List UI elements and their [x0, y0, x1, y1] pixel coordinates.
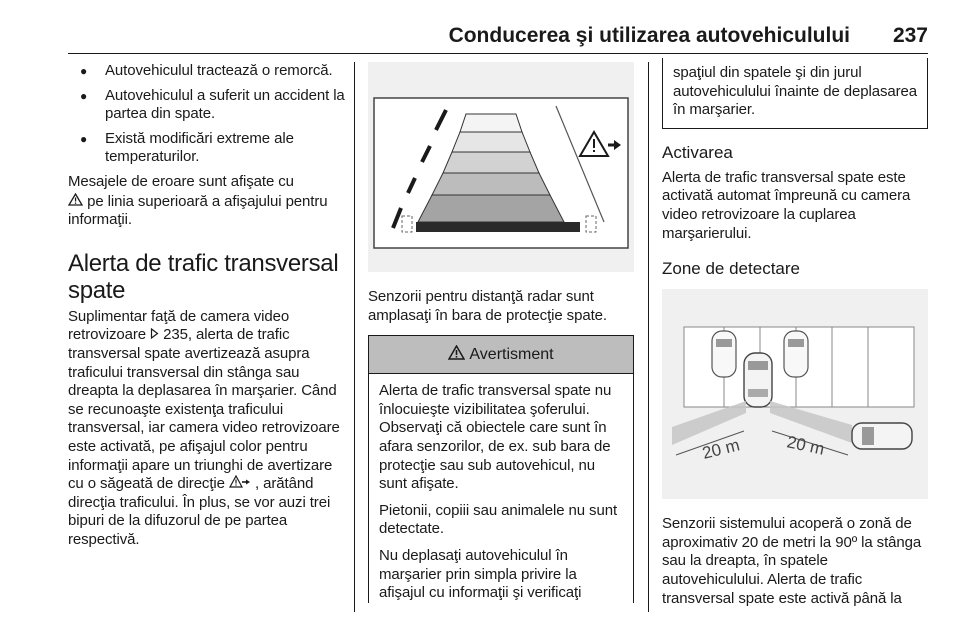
list-item: ● Autovehiculul tractează o remorcă. [68, 62, 346, 81]
page-number: 237 [892, 24, 928, 47]
rear-camera-display-illustration [368, 62, 634, 272]
column-middle [368, 62, 634, 611]
section-heading: Alerta de trafic transversal spate [68, 249, 339, 304]
distance-label-right: 20 m [785, 432, 827, 459]
section-heading-zones: Zone de detectare [662, 259, 800, 279]
warning-triangle-arrow-icon [229, 475, 255, 492]
body-paragraph: Suplimentar faţă de camera video retrovizoare 235, alerta de trafic transversal spate avertizează asupra traficului transversal din stânga sau dreapta la deplasarea în marşarier. Când se recunoaşte existenţa traficului transversal, iar camera video retrovizoare este activată, pe afişajul color pentru informaţii apare un triunghi de avertizare cu o săgeată de direcţie , arătând direcţia traficului. În plus, se vor auzi trei bipuri de la difuzorul de pe partea respectivă. [68, 307, 340, 548]
zones-paragraph: Senzorii sistemului acoperă o zonă de aproximativ 20 de metri la 90º la stânga sau la dreapta, în spatele autovehiculului. Alerta de trafic transversal spate este activă până la [662, 515, 922, 607]
warning-box [368, 335, 634, 603]
warning-paragraph: Nu deplasaţi autovehiculul în marşarier prin simpla privire la afişajul cu informaţii şi verificaţi [379, 546, 582, 602]
activation-paragraph: Alerta de trafic transversal spate este activată automat împreună cu camera video retrovizoare la cuplarea marşarierului. [662, 168, 911, 242]
header-title: Conducerea şi utilizarea autovehiculului [448, 24, 850, 47]
detection-zones-illustration [662, 289, 928, 499]
warning-triangle-icon [448, 345, 465, 365]
warning-body [369, 374, 633, 603]
page-reference-arrow-icon [150, 326, 163, 343]
column-right [662, 58, 928, 608]
column-left [68, 62, 346, 549]
warning-paragraph: Pietonii, copiii sau animalele nu sunt detectate. [379, 501, 618, 538]
distance-label-left: 20 m [700, 435, 742, 464]
column-divider [648, 62, 649, 612]
list-item: ● Există modificări extreme ale temperaturilor. [68, 130, 346, 167]
warning-header [369, 336, 633, 374]
warning-paragraph: Alerta de trafic transversal spate nu înlocuieşte vizibilitatea şoferului. Observaţi că obiectele care sunt în afara senzorilor, de ex. sub bara de protecţie sau sub autovehicul, nu sunt afişate. [379, 382, 612, 493]
warning-box-continuation: spaţiul din spatele şi din jurul autovehiculului înainte de deplasarea în marşarier. [662, 58, 928, 129]
condition-list [68, 62, 346, 167]
warning-title: Avertisment [469, 345, 554, 363]
column-divider [354, 62, 355, 612]
page-header [68, 24, 928, 54]
figure-caption: Senzorii pentru distanţă radar sunt amplasaţi în bara de protecţie spate. [368, 288, 607, 324]
list-item: ● Autovehiculul a suferit un accident la partea din spate. [68, 87, 346, 124]
section-heading-activation: Activarea [662, 142, 733, 162]
error-paragraph: Mesajele de eroare sunt afişate cu pe linia superioară a afişajului pentru informaţii. [68, 172, 328, 229]
warning-triangle-icon [68, 192, 83, 211]
